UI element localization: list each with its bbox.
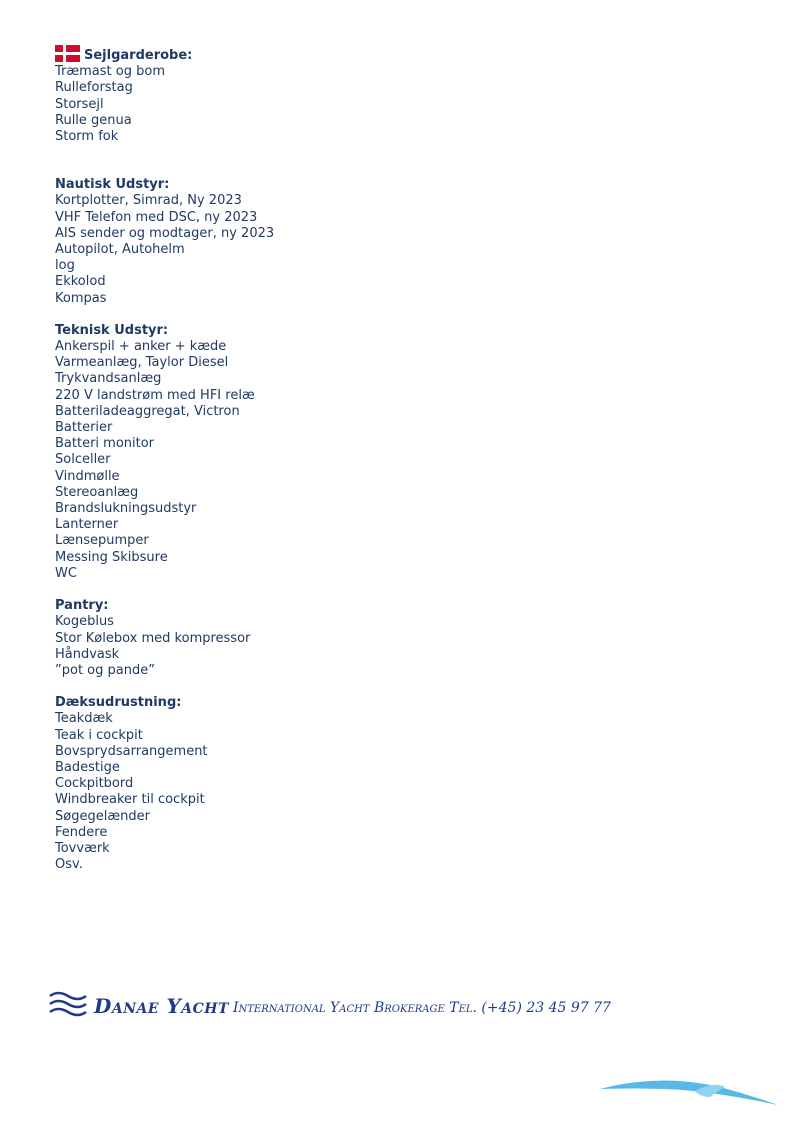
list-item: Batteriladeaggregat, Victron: [55, 403, 240, 419]
brand-tagline: International Yacht Brokerage Tel. (+45) 23 45 97 77: [232, 1000, 611, 1016]
section-title: Pantry:: [55, 598, 109, 614]
list-item: Windbreaker til cockpit: [55, 792, 205, 808]
list-item: Osv.: [55, 857, 83, 873]
list-item: Søgegelænder: [55, 808, 150, 824]
list-item: Teakdæk: [55, 711, 113, 727]
list-item: Vindmølle: [55, 468, 120, 484]
list-item: WC: [55, 565, 77, 581]
brand-name: Danae Yacht: [94, 994, 229, 1018]
list-item: Autopilot, Autohelm: [55, 242, 185, 258]
list-item: Rulleforstag: [55, 80, 133, 96]
list-item: Kogeblus: [55, 614, 114, 630]
equipment-list: [55, 48, 274, 889]
section-nautisk-udstyr: [55, 177, 274, 307]
section-heading: [55, 48, 274, 64]
list-item: AIS sender og modtager, ny 2023: [55, 225, 275, 241]
list-item: Batterier: [55, 420, 113, 436]
list-item: Kompas: [55, 290, 107, 306]
section-title: Nautisk Udstyr:: [55, 177, 170, 193]
section-title: Sejlgarderobe:: [84, 48, 193, 63]
list-item: VHF Telefon med DSC, ny 2023: [55, 209, 258, 225]
section-pantry: [55, 598, 274, 679]
section-daeksudrustning: [55, 695, 274, 873]
list-item: Varmeanlæg, Taylor Diesel: [55, 355, 229, 371]
danish-flag-icon: [55, 45, 80, 62]
section-title: Teknisk Udstyr:: [55, 322, 169, 338]
list-item: Fendere: [55, 824, 108, 840]
list-item: Håndvask: [55, 646, 120, 662]
list-item: Storm fok: [55, 129, 119, 145]
list-item: Kortplotter, Simrad, Ny 2023: [55, 193, 242, 209]
list-item: 220 V landstrøm med HFI relæ: [55, 387, 255, 403]
section-teknisk-udstyr: [55, 323, 274, 582]
list-item: Cockpitbord: [55, 776, 134, 792]
list-item: Ankerspil + anker + kæde: [55, 339, 227, 355]
list-item: Solceller: [55, 452, 111, 468]
list-item: Bovsprydsarrangement: [55, 743, 208, 759]
list-item: Brandslukningsudstyr: [55, 501, 197, 517]
footer-brand: [48, 990, 611, 1018]
wave-swoosh-decoration: [600, 1075, 780, 1115]
section-sejlgarderobe: [55, 48, 274, 145]
list-item: Træmast og bom: [55, 64, 165, 80]
list-item: ”pot og pande”: [55, 662, 155, 678]
list-item: log: [55, 258, 75, 274]
list-item: Trykvandsanlæg: [55, 371, 162, 387]
waves-logo-icon: [48, 990, 88, 1018]
list-item: Lanterner: [55, 517, 119, 533]
list-item: Tovværk: [55, 840, 110, 856]
list-item: Storsejl: [55, 96, 104, 112]
list-item: Teak i cockpit: [55, 727, 143, 743]
list-item: Badestige: [55, 759, 120, 775]
list-item: Messing Skibsure: [55, 549, 168, 565]
list-item: Stor Kølebox med kompressor: [55, 630, 251, 646]
list-item: Stereoanlæg: [55, 484, 139, 500]
list-item: Rulle genua: [55, 112, 132, 128]
list-item: Lænsepumper: [55, 533, 149, 549]
list-item: Ekkolod: [55, 274, 106, 290]
list-item: Batteri monitor: [55, 436, 155, 452]
section-title: Dæksudrustning:: [55, 695, 182, 711]
